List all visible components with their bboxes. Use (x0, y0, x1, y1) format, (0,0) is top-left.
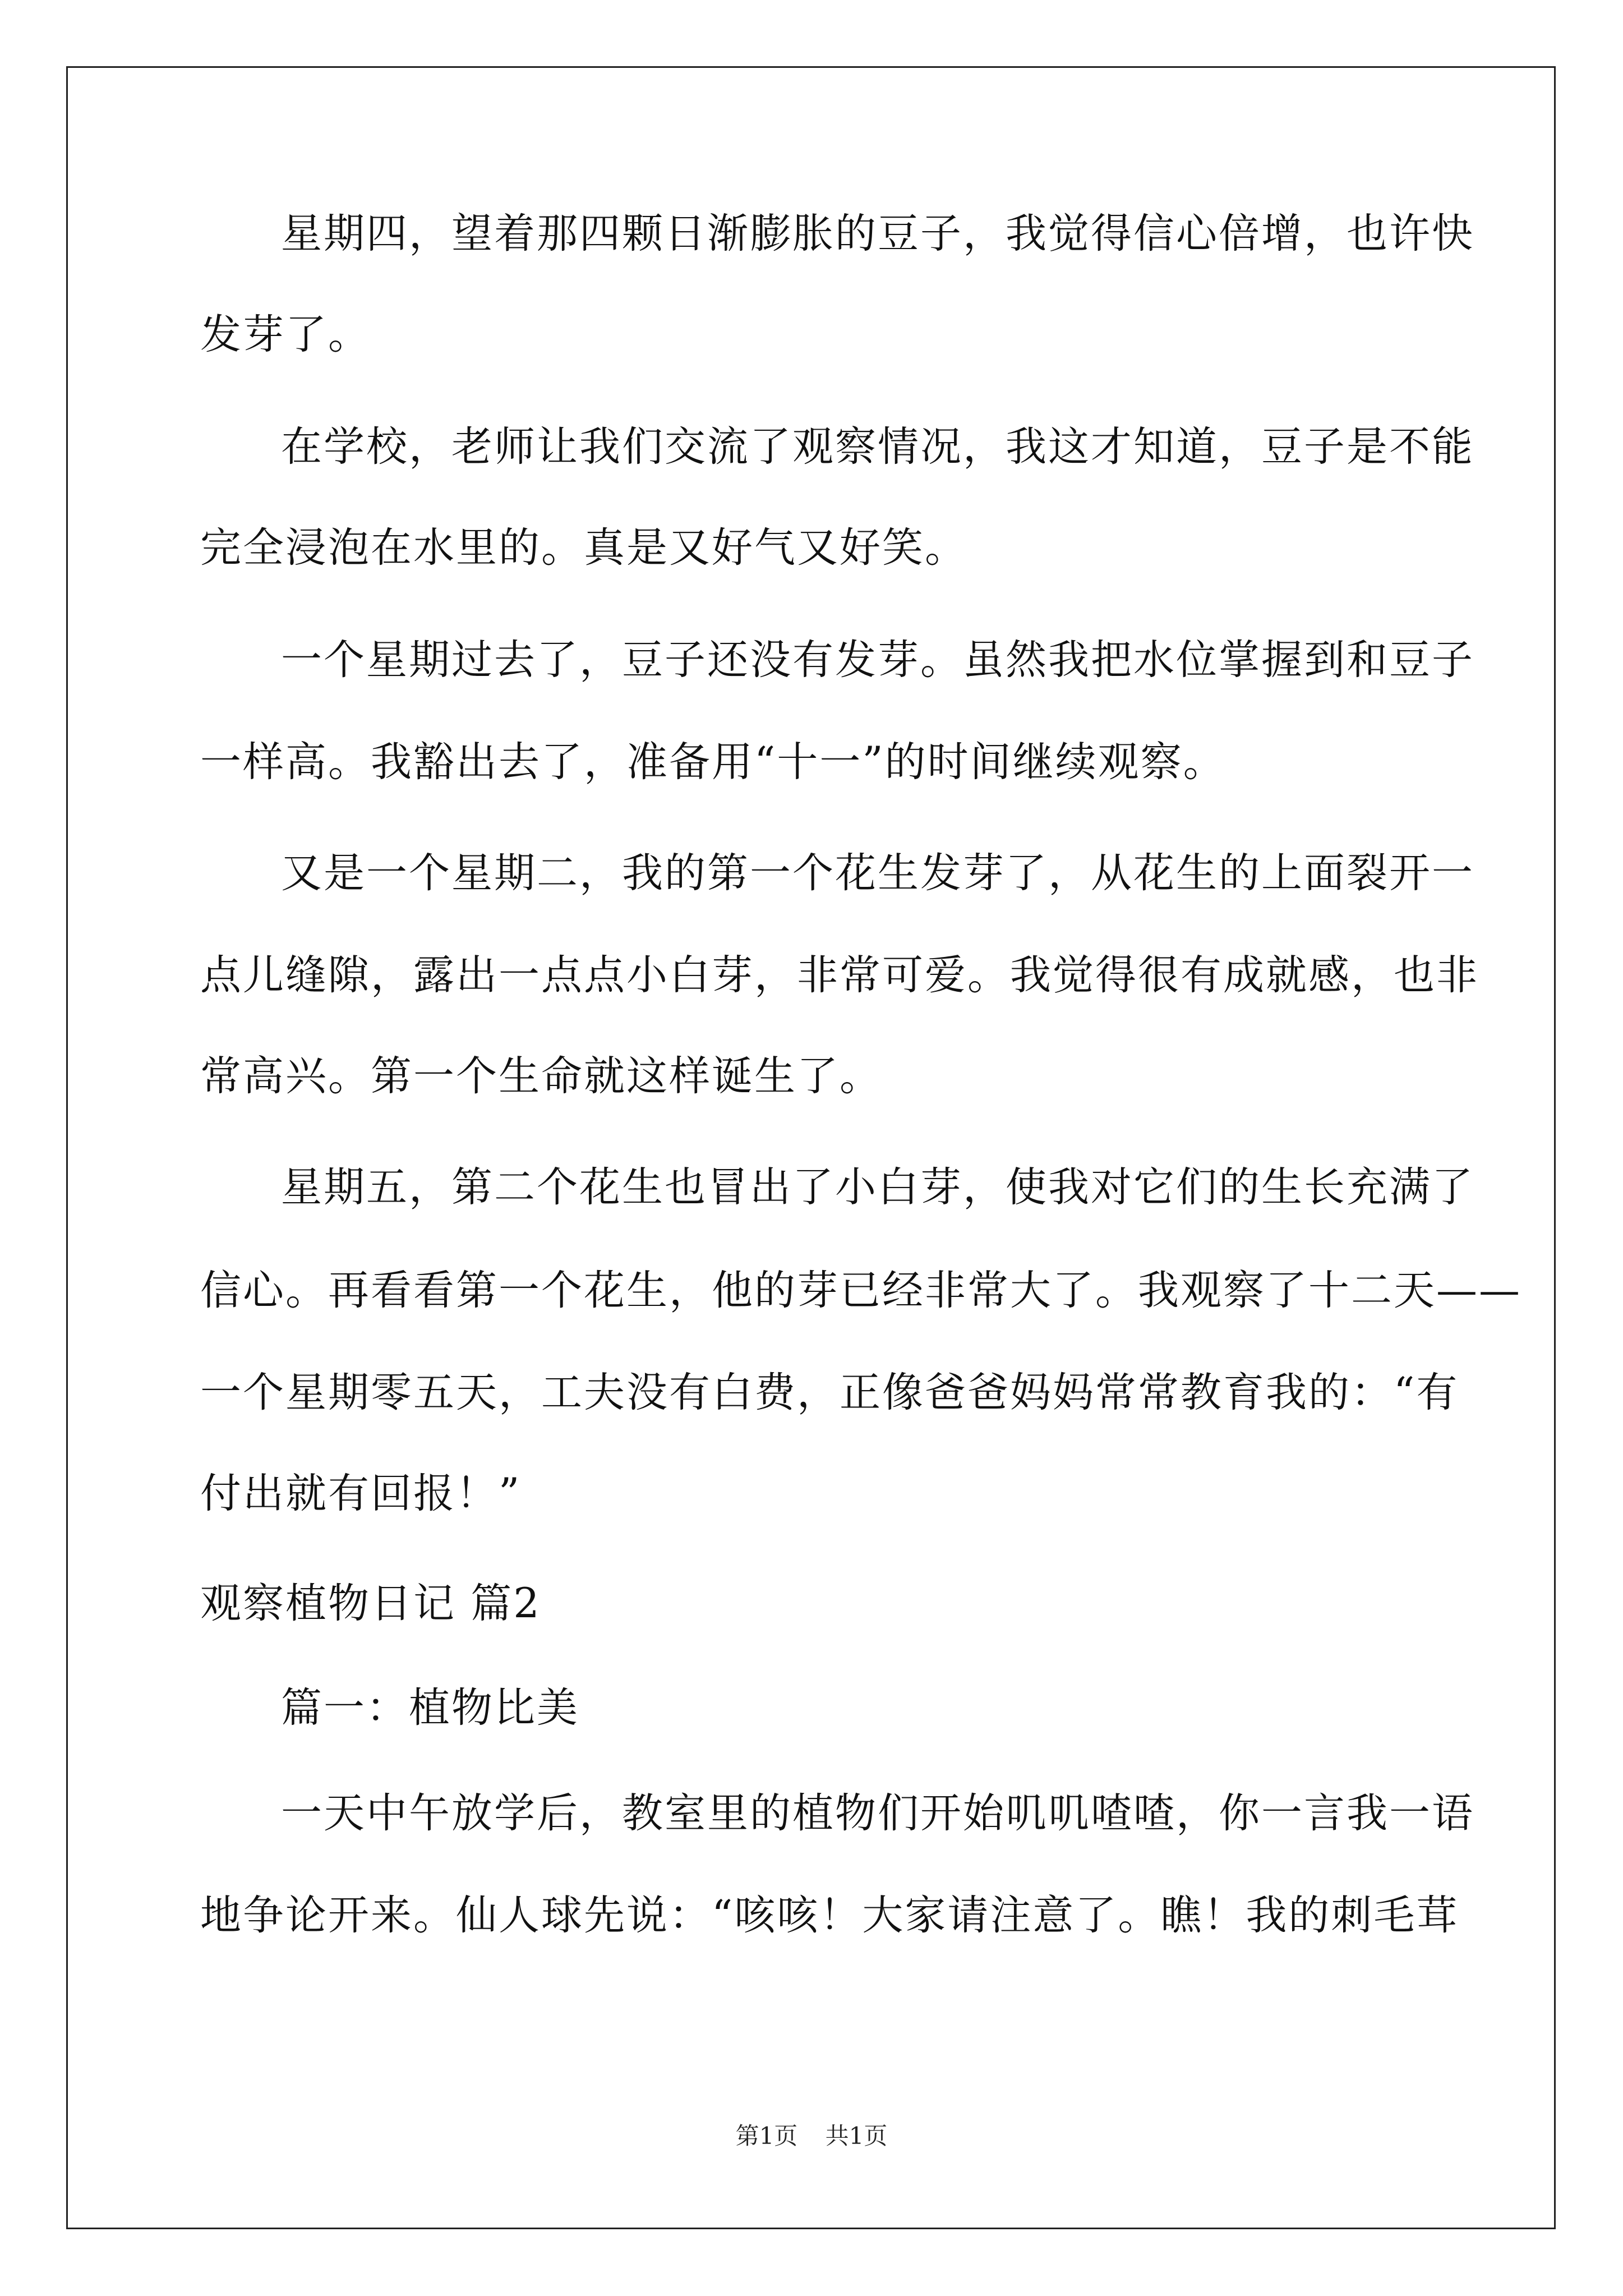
text-line: 点儿缝隙，露出一点点小白芽，非常可爱。我觉得很有成就感，也非 (200, 951, 1479, 999)
page-total: 共1页 (825, 2122, 888, 2150)
text-line: 星期五，第二个花生也冒出了小白芽，使我对它们的生长充满了 (281, 1163, 1474, 1211)
text-line: 一天中午放学后，教室里的植物们开始叽叽喳喳，你一言我一语 (281, 1789, 1474, 1837)
text-line: 又是一个星期二，我的第一个花生发芽了，从花生的上面裂开一 (281, 849, 1474, 897)
page-number: 第1页 (735, 2122, 798, 2150)
text-line: 一个星期过去了，豆子还没有发芽。虽然我把水位掌握到和豆子 (281, 636, 1474, 684)
text-line: 常高兴。第一个生命就这样诞生了。 (200, 1052, 882, 1100)
text-line: 付出就有回报！” (200, 1470, 522, 1517)
subsection-heading: 篇一：植物比美 (281, 1684, 579, 1732)
text-line: 信心。再看看第一个花生，他的芽已经非常大了。我观察了十二天—— (200, 1267, 1521, 1314)
page-footer (0, 2120, 1623, 2152)
text-line: 在学校，老师让我们交流了观察情况，我这才知道，豆子是不能 (281, 423, 1474, 471)
text-line: 星期四，望着那四颗日渐膨胀的豆子，我觉得信心倍增，也许快 (281, 210, 1474, 257)
text-line: 一个星期零五天，工夫没有白费，正像爸爸妈妈常常教育我的：“有 (200, 1369, 1459, 1416)
text-line: 完全浸泡在水里的。真是又好气又好笑。 (200, 524, 967, 572)
text-line: 发芽了。 (200, 311, 371, 358)
section-heading: 观察植物日记 篇2 (200, 1580, 541, 1627)
text-line: 一样高。我豁出去了，准备用“十一”的时间继续观察。 (200, 738, 1226, 786)
text-line: 地争论开来。仙人球先说：“咳咳！大家请注意了。瞧！我的刺毛茸 (200, 1892, 1459, 1939)
